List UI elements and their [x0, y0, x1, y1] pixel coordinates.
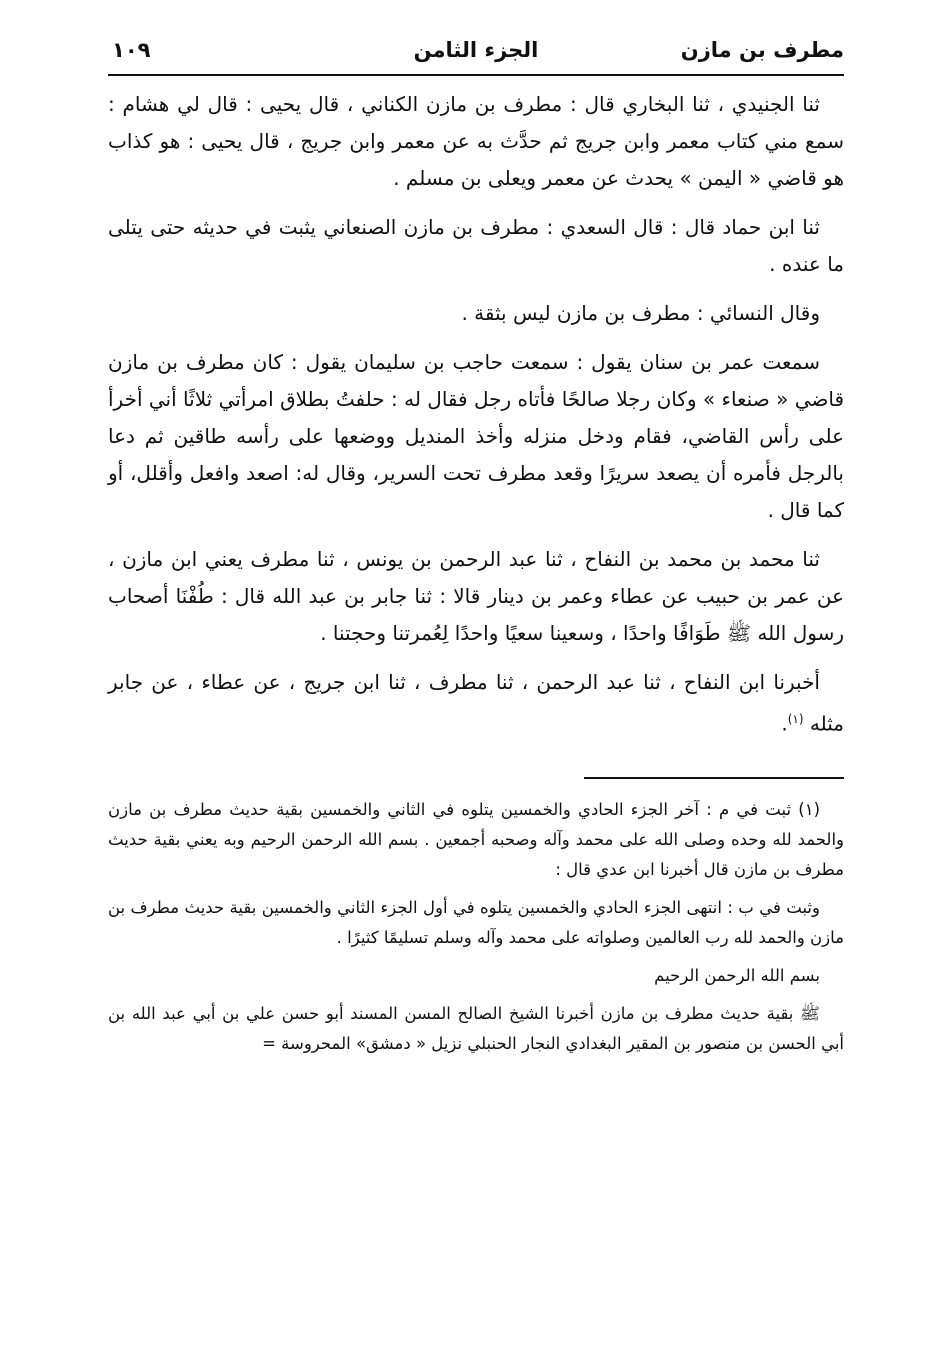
footnote-basmala: بسم الله الرحمن الرحيم — [654, 965, 820, 985]
footnote: (١) ثبت في م : آخر الجزء الحادي والخمسين يتلوه في الثاني والخمسين بقية حديث مطرف بن مازن والحمد لله وحده وصلى الله على محمد وآله وصحبه أجمعين . بسم الله الرحمن الرحيم وبه يعني بقية حديث مطرف بن مازن قال أخبرنا ابن عدي قال : — [108, 799, 844, 879]
page-number: ١٠٩ — [112, 38, 151, 62]
footnote-separator — [584, 777, 844, 779]
header-volume-title: الجزء الثامن — [413, 38, 539, 62]
footnote: وثبت في ب : انتهى الجزء الحادي والخمسين يتلوه في أول الجزء الثاني والخمسين بقية حديث مطرف بن مازن والحمد لله رب العالمين وصلواته على محمد وآله وسلم تسليمًا كثيرًا . — [108, 897, 844, 947]
footnotes — [108, 795, 844, 1059]
running-header — [108, 30, 844, 74]
paragraph: ثنا محمد بن محمد بن النفاح ، ثنا عبد الرحمن بن يونس ، ثنا مطرف يعني ابن مازن ، عن عمر بن حبيب عن عطاء وعمر بن دينار قالا : ثنا جابر بن عبد الله قال : طُفْنَا أصحاب رسول الله ﷺ طَوَافًا واحدًا ، وسعينا سعيًا واحدًا لِعُمرتنا وحجتنا . — [108, 547, 844, 645]
paragraph: ثنا ابن حماد قال : قال السعدي : مطرف بن مازن الصنعاني يثبت في حديثه حتى يتلى ما عنده . — [108, 215, 844, 276]
header-chapter-title: مطرف بن مازن — [680, 38, 844, 62]
paragraph: أخبرنا ابن النفاح ، ثنا عبد الرحمن ، ثنا مطرف ، ثنا ابن جريج ، عن عطاء ، عن جابر مثله $^{(١)}$. — [108, 670, 844, 736]
book-page — [108, 30, 844, 1330]
footnote: ﷺ بقية حديث مطرف بن مازن أخبرنا الشيخ الصالح المسن المسند أبو حسن علي بن أبي عبد الله بن أبي الحسن بن منصور بن المقير البغدادي النجار الحنبلي نزيل « دمشق» المحروسة = — [108, 1003, 844, 1053]
paragraph: وقال النسائي : مطرف بن مازن ليس بثقة . — [461, 301, 820, 325]
main-text — [108, 86, 844, 743]
footnote-reference: (١) — [787, 712, 804, 726]
paragraph: ثنا الجنيدي ، ثنا البخاري قال : مطرف بن مازن الكناني ، قال يحيى : قال لي هشام : سمع مني كتاب معمر وابن جريج ثم حدَّث به عن معمر وابن جريج ، قال يحيى : هو كذاب هو قاضي « اليمن » يحدث عن معمر ويعلى بن مسلم . — [108, 92, 844, 190]
paragraph-text: أخبرنا ابن النفاح ، ثنا عبد الرحمن ، ثنا مطرف ، ثنا ابن جريج ، عن عطاء ، عن جابر مثله — [108, 670, 844, 736]
footnote-separator-wrap — [108, 777, 844, 779]
paragraph: سمعت عمر بن سنان يقول : سمعت حاجب بن سليمان يقول : كان مطرف بن مازن قاضي « صنعاء » وكان رجلا صالحًا فأتاه رجل فقال له : حلفتُ بطلاق امرأتي ثلاثًا أني أخرأ على رأس القاضي، فقام ودخل منزله وأخذ المنديل ووضعها على رأسه طاقين ثم دعا بالرجل فأمره أن يصعد سريرًا وقعد مطرف تحت السرير، وقال له: اصعد وافعل وأقلل، أو كما قال . — [108, 350, 844, 522]
header-rule — [108, 74, 844, 76]
